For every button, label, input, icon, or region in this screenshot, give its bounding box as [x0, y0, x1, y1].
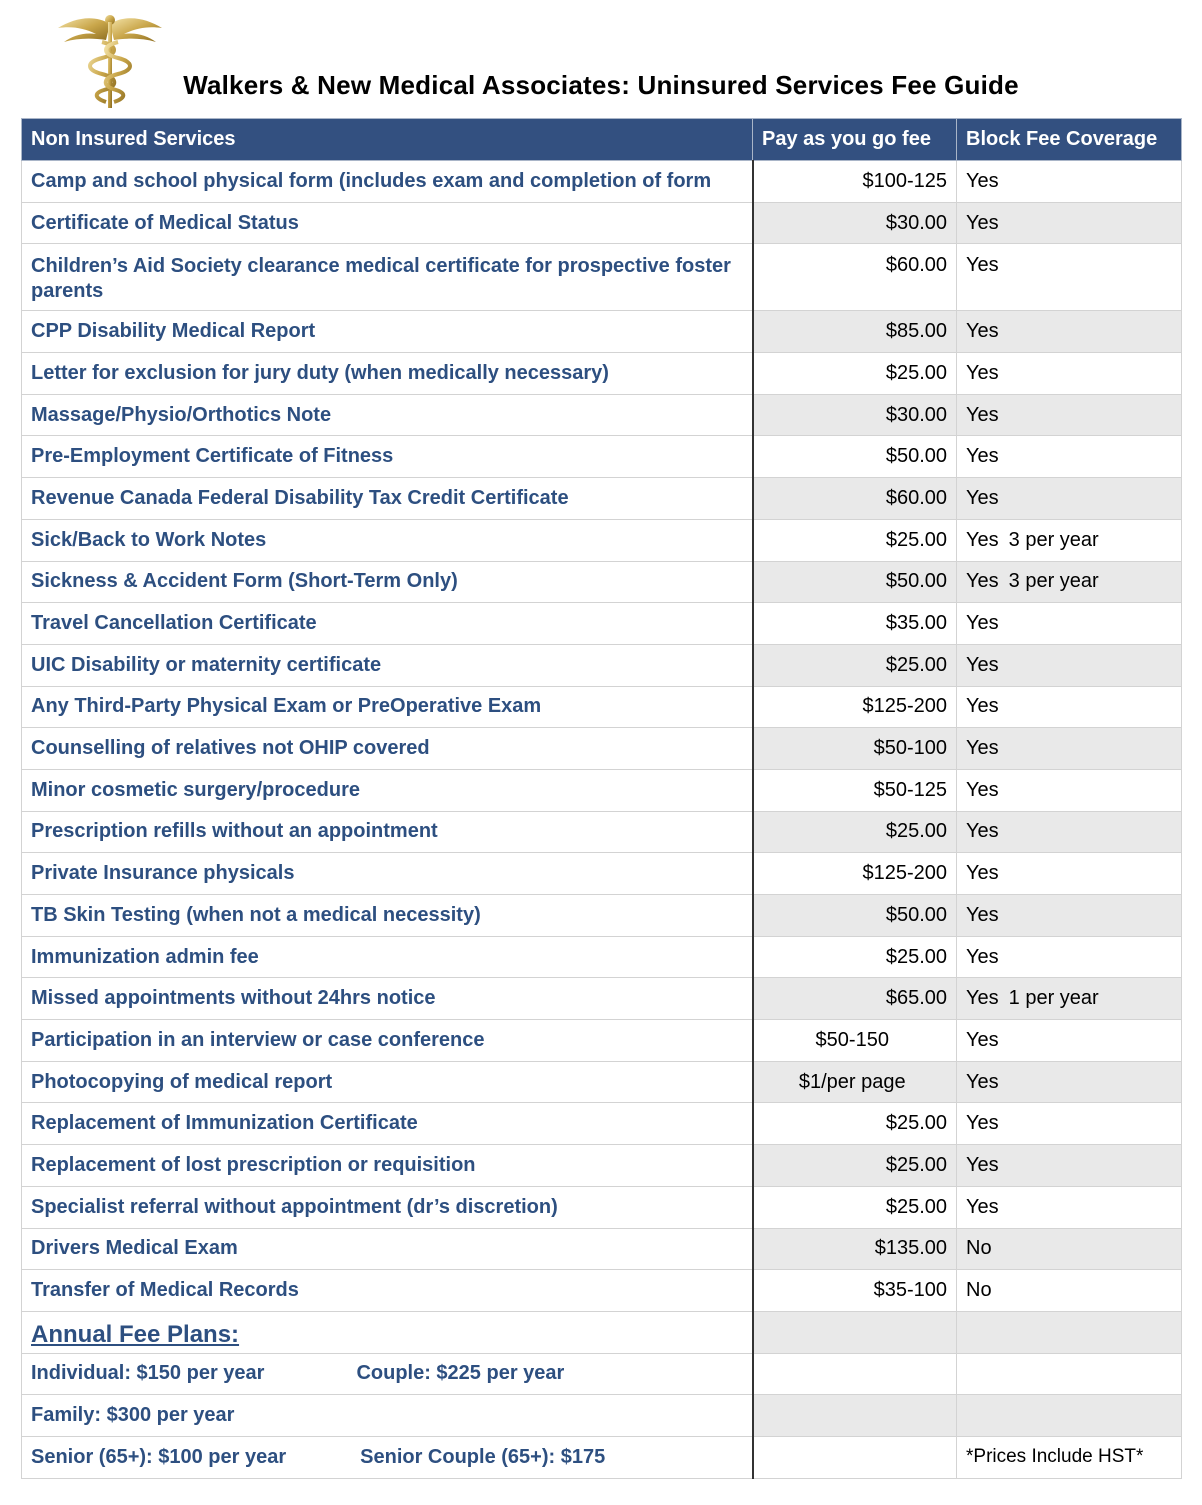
- table-row: [22, 1145, 1182, 1187]
- service-name: Pre-Employment Certificate of Fitness: [22, 436, 753, 478]
- coverage-limit-note: 3 per year: [1008, 528, 1099, 551]
- table-row: [22, 978, 1182, 1020]
- block-coverage: [957, 161, 1182, 203]
- block-coverage: [957, 478, 1182, 520]
- coverage-value: Yes: [966, 445, 999, 468]
- coverage-value: Yes: [966, 945, 999, 968]
- service-name: Certificate of Medical Status: [22, 202, 753, 244]
- service-fee: $1/per page: [753, 1061, 957, 1103]
- service-fee: $25.00: [753, 519, 957, 561]
- block-coverage: [957, 311, 1182, 353]
- service-fee: $25.00: [753, 1186, 957, 1228]
- service-fee: $60.00: [753, 478, 957, 520]
- column-header-service: Non Insured Services: [22, 119, 753, 161]
- service-name: Minor cosmetic surgery/procedure: [22, 769, 753, 811]
- coverage-value: Yes: [966, 778, 999, 801]
- block-coverage: [957, 603, 1182, 645]
- service-fee: $25.00: [753, 811, 957, 853]
- block-coverage: [957, 1061, 1182, 1103]
- service-name: Transfer of Medical Records: [22, 1270, 753, 1312]
- table-row: [22, 394, 1182, 436]
- annual-plan-row: [22, 1353, 1182, 1395]
- block-coverage: [957, 728, 1182, 770]
- service-name: Specialist referral without appointment (dr’s discretion): [22, 1186, 753, 1228]
- coverage-value: Yes: [966, 903, 999, 926]
- service-fee: $25.00: [753, 1103, 957, 1145]
- block-coverage: [957, 561, 1182, 603]
- block-coverage: [957, 769, 1182, 811]
- table-row: [22, 1103, 1182, 1145]
- table-row: [22, 1270, 1182, 1312]
- service-fee: $30.00: [753, 202, 957, 244]
- plan-senior-couple: Senior Couple (65+): $175: [360, 1445, 606, 1468]
- table-row: [22, 244, 1182, 311]
- coverage-value: Yes: [966, 862, 999, 885]
- service-fee: $50-125: [753, 769, 957, 811]
- annual-plan-cell: [22, 1395, 753, 1437]
- service-name: Letter for exclusion for jury duty (when medically necessary): [22, 353, 753, 395]
- coverage-value: Yes: [966, 486, 999, 509]
- service-name: Replacement of lost prescription or requisition: [22, 1145, 753, 1187]
- service-name: Photocopying of medical report: [22, 1061, 753, 1103]
- coverage-value: Yes: [966, 1028, 999, 1051]
- block-coverage: [957, 1103, 1182, 1145]
- service-name: TB Skin Testing (when not a medical necessity): [22, 895, 753, 937]
- coverage-value: Yes: [966, 528, 999, 551]
- service-name: Private Insurance physicals: [22, 853, 753, 895]
- service-fee: $50-100: [753, 728, 957, 770]
- coverage-value: Yes: [966, 169, 999, 192]
- service-fee: $85.00: [753, 311, 957, 353]
- table-row: [22, 353, 1182, 395]
- service-fee: $50.00: [753, 561, 957, 603]
- block-coverage: [957, 1020, 1182, 1062]
- service-name: Sickness & Accident Form (Short-Term Only): [22, 561, 753, 603]
- table-row: [22, 686, 1182, 728]
- block-coverage: [957, 353, 1182, 395]
- service-fee: $25.00: [753, 936, 957, 978]
- service-fee: $60.00: [753, 244, 957, 311]
- service-fee: $65.00: [753, 978, 957, 1020]
- coverage-value: Yes: [966, 1070, 999, 1093]
- table-row: [22, 1228, 1182, 1270]
- service-name: Participation in an interview or case conference: [22, 1020, 753, 1062]
- table-row: [22, 728, 1182, 770]
- coverage-value: Yes: [966, 570, 999, 593]
- page-title: Walkers & New Medical Associates: Uninsured Services Fee Guide: [183, 70, 1019, 100]
- block-coverage: [957, 936, 1182, 978]
- block-coverage: [957, 1145, 1182, 1187]
- annual-plans-heading-row: [22, 1311, 1182, 1353]
- service-name: Drivers Medical Exam: [22, 1228, 753, 1270]
- annual-plan-row: [22, 1436, 1182, 1478]
- service-name: Camp and school physical form (includes exam and completion of form: [22, 161, 753, 203]
- service-fee: $25.00: [753, 644, 957, 686]
- coverage-value: Yes: [966, 361, 999, 384]
- coverage-value: Yes: [966, 612, 999, 635]
- table-row: [22, 603, 1182, 645]
- service-name: CPP Disability Medical Report: [22, 311, 753, 353]
- service-fee: $30.00: [753, 394, 957, 436]
- service-name: Massage/Physio/Orthotics Note: [22, 394, 753, 436]
- empty-cell: [753, 1311, 957, 1353]
- service-fee: $25.00: [753, 1145, 957, 1187]
- service-name: Travel Cancellation Certificate: [22, 603, 753, 645]
- service-name: Revenue Canada Federal Disability Tax Credit Certificate: [22, 478, 753, 520]
- coverage-value: Yes: [966, 653, 999, 676]
- service-fee: $135.00: [753, 1228, 957, 1270]
- empty-cell: [957, 1311, 1182, 1353]
- table-row: [22, 436, 1182, 478]
- coverage-value: Yes: [966, 987, 999, 1010]
- table-row: [22, 478, 1182, 520]
- coverage-value: No: [966, 1237, 992, 1260]
- service-name: Any Third-Party Physical Exam or PreOperative Exam: [22, 686, 753, 728]
- service-fee: $50-150: [753, 1020, 957, 1062]
- table-row: [22, 1020, 1182, 1062]
- coverage-value: Yes: [966, 211, 999, 234]
- annual-plan-cell: [22, 1353, 753, 1395]
- service-name: UIC Disability or maternity certificate: [22, 644, 753, 686]
- coverage-value: Yes: [966, 737, 999, 760]
- service-name: Missed appointments without 24hrs notice: [22, 978, 753, 1020]
- table-row: [22, 202, 1182, 244]
- block-coverage: [957, 978, 1182, 1020]
- annual-plan-cell: [22, 1436, 753, 1478]
- table-row: [22, 769, 1182, 811]
- fee-table-body: [22, 161, 1182, 1479]
- fee-table: [21, 118, 1182, 1479]
- table-row: [22, 311, 1182, 353]
- empty-cell: [753, 1436, 957, 1478]
- block-coverage: [957, 1270, 1182, 1312]
- empty-cell: [753, 1353, 957, 1395]
- service-name: Prescription refills without an appointment: [22, 811, 753, 853]
- service-fee: $125-200: [753, 853, 957, 895]
- block-coverage: [957, 853, 1182, 895]
- service-fee: $50.00: [753, 436, 957, 478]
- table-row: [22, 895, 1182, 937]
- coverage-value: Yes: [966, 1153, 999, 1176]
- table-row: [22, 644, 1182, 686]
- service-name: Children’s Aid Society clearance medical certificate for prospective foster parents: [22, 244, 753, 311]
- service-name: Counselling of relatives not OHIP covered: [22, 728, 753, 770]
- service-fee: $100-125: [753, 161, 957, 203]
- coverage-limit-note: 3 per year: [1008, 570, 1099, 593]
- block-coverage: [957, 436, 1182, 478]
- service-fee: $35-100: [753, 1270, 957, 1312]
- plan-couple: Couple: $225 per year: [356, 1362, 565, 1385]
- block-coverage: [957, 811, 1182, 853]
- annual-plans-heading: Annual Fee Plans:: [22, 1311, 753, 1353]
- coverage-value: Yes: [966, 320, 999, 343]
- coverage-value: Yes: [966, 1112, 999, 1135]
- empty-cell: [957, 1353, 1182, 1395]
- service-fee: $125-200: [753, 686, 957, 728]
- service-name: Immunization admin fee: [22, 936, 753, 978]
- empty-cell: [753, 1395, 957, 1437]
- table-row: [22, 519, 1182, 561]
- table-row: [22, 161, 1182, 203]
- plan-senior: Senior (65+): $100 per year: [31, 1445, 287, 1468]
- service-fee: $35.00: [753, 603, 957, 645]
- hst-note: *Prices Include HST*: [957, 1436, 1182, 1478]
- coverage-value: Yes: [966, 254, 999, 277]
- block-coverage: [957, 202, 1182, 244]
- table-row: [22, 561, 1182, 603]
- coverage-value: Yes: [966, 1195, 999, 1218]
- service-name: Replacement of Immunization Certificate: [22, 1103, 753, 1145]
- table-row: [22, 811, 1182, 853]
- annual-plan-row: [22, 1395, 1182, 1437]
- service-fee: $50.00: [753, 895, 957, 937]
- plan-individual: Individual: $150 per year: [31, 1362, 265, 1385]
- table-header-row: [22, 119, 1182, 161]
- coverage-value: Yes: [966, 695, 999, 718]
- block-coverage: [957, 1186, 1182, 1228]
- block-coverage: [957, 686, 1182, 728]
- table-row: [22, 1186, 1182, 1228]
- column-header-coverage: Block Fee Coverage: [957, 119, 1182, 161]
- coverage-value: Yes: [966, 820, 999, 843]
- block-coverage: [957, 244, 1182, 311]
- block-coverage: [957, 394, 1182, 436]
- empty-cell: [957, 1395, 1182, 1437]
- block-coverage: [957, 519, 1182, 561]
- service-name: Sick/Back to Work Notes: [22, 519, 753, 561]
- plan-family: Family: $300 per year: [31, 1404, 235, 1427]
- block-coverage: [957, 644, 1182, 686]
- table-row: [22, 1061, 1182, 1103]
- column-header-fee: Pay as you go fee: [753, 119, 957, 161]
- table-row: [22, 853, 1182, 895]
- coverage-value: Yes: [966, 403, 999, 426]
- table-row: [22, 936, 1182, 978]
- coverage-limit-note: 1 per year: [1008, 987, 1099, 1010]
- block-coverage: [957, 895, 1182, 937]
- block-coverage: [957, 1228, 1182, 1270]
- coverage-value: No: [966, 1279, 992, 1302]
- service-fee: $25.00: [753, 353, 957, 395]
